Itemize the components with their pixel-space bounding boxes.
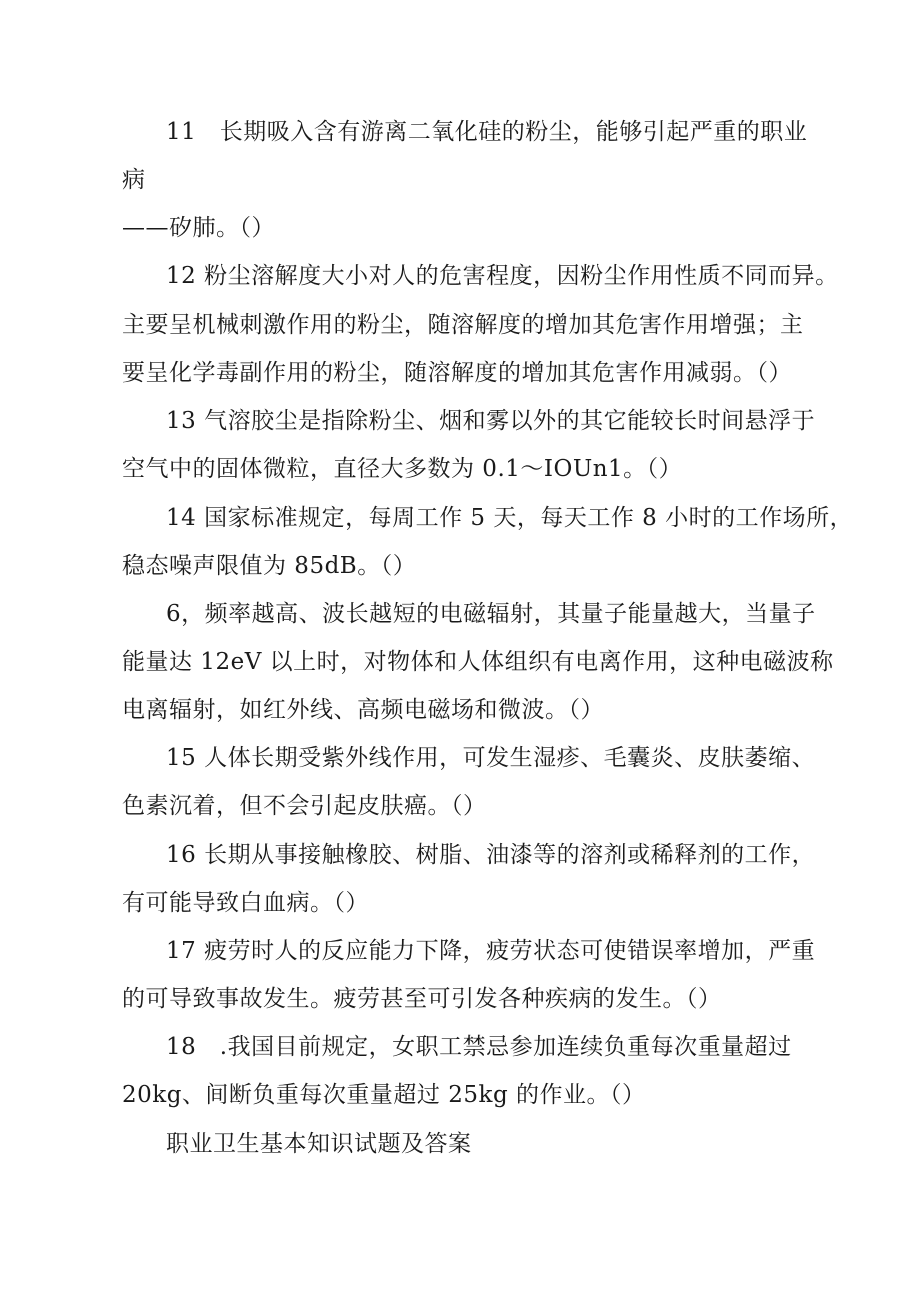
question-16-text-2: 有可能导致白血病。（）	[122, 890, 369, 916]
question-12-line-1	[166, 261, 839, 291]
question-6-line-3	[122, 695, 604, 725]
question-14-text-1: 14 国家标准规定，每周工作 5 天，每天工作 8 小时的工作场所，	[166, 505, 854, 531]
question-6-line-1	[166, 599, 816, 629]
section-heading-text: 职业卫生基本知识试题及答案	[166, 1131, 472, 1157]
question-16-text-1: 16 长期从事接触橡胶、树脂、油漆等的溶剂或稀释剂的工作，	[166, 842, 816, 868]
question-11-line-3	[122, 213, 275, 243]
question-6-text-1: 6，频率越高、波长越短的电磁辐射，其量子能量越大，当量子	[166, 601, 816, 627]
question-6-text-3: 电离辐射，如红外线、高频电磁场和微波。（）	[122, 697, 604, 723]
question-14-line-1	[166, 503, 853, 533]
question-17-line-1	[166, 936, 815, 966]
question-11-line-2	[122, 165, 146, 195]
question-16-line-2	[122, 888, 369, 918]
question-12-line-2	[122, 310, 804, 340]
question-12-text-2: 主要呈机械刺激作用的粉尘，随溶解度的增加其危害作用增强；主	[122, 312, 804, 338]
question-15-line-1	[166, 743, 815, 773]
question-6-text-2: 能量达 12eV 以上时，对物体和人体组织有电离作用，这种电磁波称	[122, 649, 834, 675]
question-13-text-2: 空气中的固体微粒，直径大多数为 0.1～IOUn1。（）	[122, 456, 683, 482]
question-12-text-1: 12 粉尘溶解度大小对人的危害程度，因粉尘作用性质不同而异。	[166, 263, 839, 289]
question-18-text-1: 18 .我国目前规定，女职工禁忌参加连续负重每次重量超过	[166, 1034, 792, 1060]
question-13-line-2	[122, 454, 682, 484]
question-12-text-3: 要呈化学毒副作用的粉尘，随溶解度的增加其危害作用减弱。（）	[122, 360, 792, 386]
question-14-line-2	[122, 551, 416, 581]
question-18-line-2	[122, 1080, 645, 1110]
question-15-line-2	[122, 791, 487, 821]
question-14-text-2: 稳态噪声限值为 85dB。（）	[122, 553, 417, 579]
question-15-text-1: 15 人体长期受紫外线作用，可发生湿疹、毛囊炎、皮肤萎缩、	[166, 745, 816, 771]
question-13-text-1: 13 气溶胶尘是指除粉尘、烟和雾以外的其它能较长时间悬浮于	[166, 408, 816, 434]
question-11-text-3: ——矽肺。（）	[122, 215, 275, 241]
question-11-text-1: 11 长期吸入含有游离二氧化硅的粉尘，能够引起严重的职业	[166, 119, 808, 145]
question-17-text-1: 17 疲劳时人的反应能力下降，疲劳状态可使错误率增加，严重	[166, 938, 816, 964]
question-6-line-2	[122, 647, 834, 677]
question-18-line-1	[166, 1032, 792, 1062]
question-17-text-2: 的可导致事故发生。疲劳甚至可引发各种疾病的发生。（）	[122, 986, 722, 1012]
question-15-text-2: 色素沉着，但不会引起皮肤癌。（）	[122, 793, 487, 819]
question-17-line-2	[122, 984, 722, 1014]
question-18-text-2: 20kg、间断负重每次重量超过 25kg 的作业。（）	[122, 1082, 646, 1108]
question-13-line-1	[166, 406, 815, 436]
question-11-text-2: 病	[122, 167, 146, 193]
question-11-line-1	[166, 117, 807, 147]
question-16-line-1	[166, 840, 815, 870]
section-heading	[166, 1129, 472, 1159]
question-12-line-3	[122, 358, 792, 388]
